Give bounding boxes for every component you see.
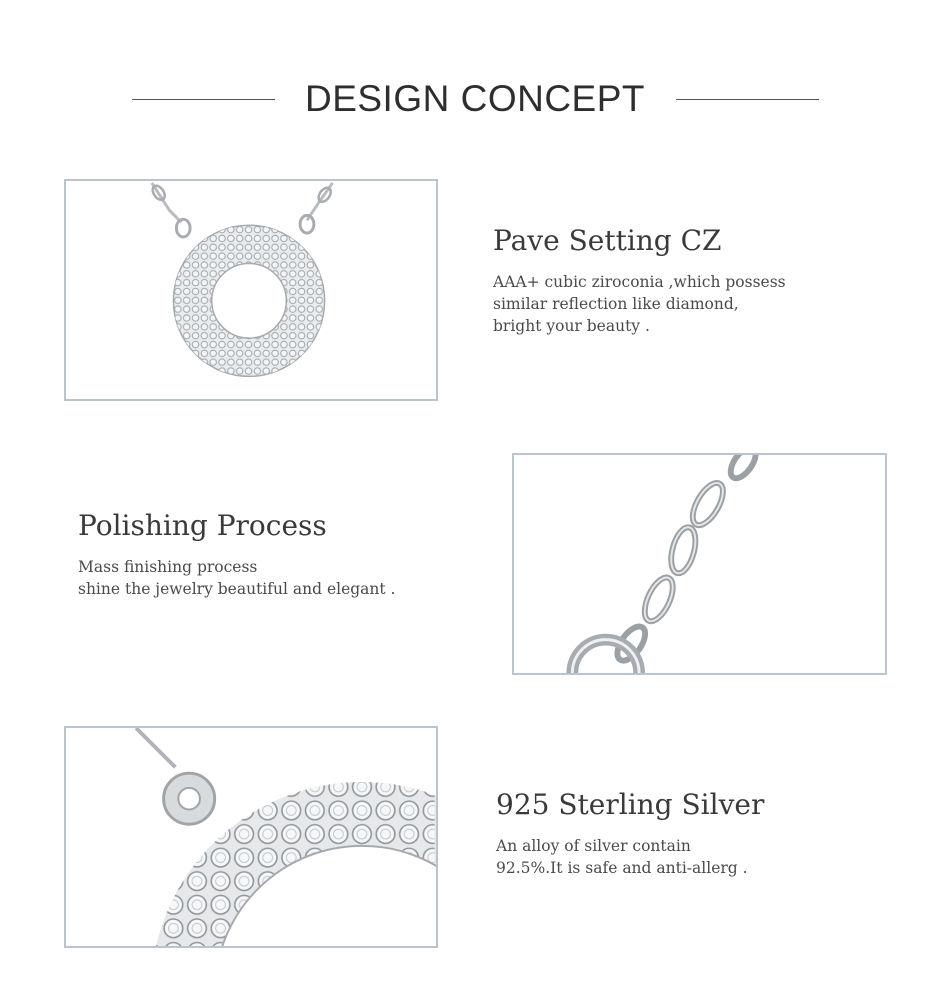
feature-polishing-process — [78, 509, 395, 600]
chain-illustration — [514, 455, 885, 673]
description-line: An alloy of silver contain — [496, 837, 691, 855]
feature-title: 925 Sterling Silver — [496, 788, 765, 821]
feature-title: Pave Setting CZ — [493, 224, 722, 257]
ring-closeup-illustration — [66, 728, 436, 946]
chain-link-closeup-photo — [512, 453, 887, 675]
description-line: AAA+ cubic ziroconia ,which possess — [493, 273, 786, 291]
section-title: DESIGN CONCEPT — [304, 78, 646, 119]
feature-sterling-silver — [496, 788, 764, 879]
header-divider-right — [676, 99, 819, 100]
description-line: Mass finishing process — [78, 558, 258, 576]
description-line: bright your beauty . — [493, 317, 650, 335]
description-line: 92.5%.It is safe and anti-allerg . — [496, 859, 748, 877]
description-line: shine the jewelry beautiful and elegant . — [78, 580, 396, 598]
feature-pave-setting — [493, 224, 786, 337]
description-line: similar reflection like diamond, — [493, 295, 739, 313]
feature-description — [493, 271, 786, 337]
section-header — [0, 70, 950, 130]
pave-ring-closeup-photo — [64, 726, 438, 948]
pendant-ring-necklace-photo — [64, 179, 438, 401]
feature-description — [496, 835, 764, 879]
pendant-illustration — [66, 181, 436, 399]
feature-title: Polishing Process — [78, 509, 327, 542]
feature-description — [78, 556, 395, 600]
